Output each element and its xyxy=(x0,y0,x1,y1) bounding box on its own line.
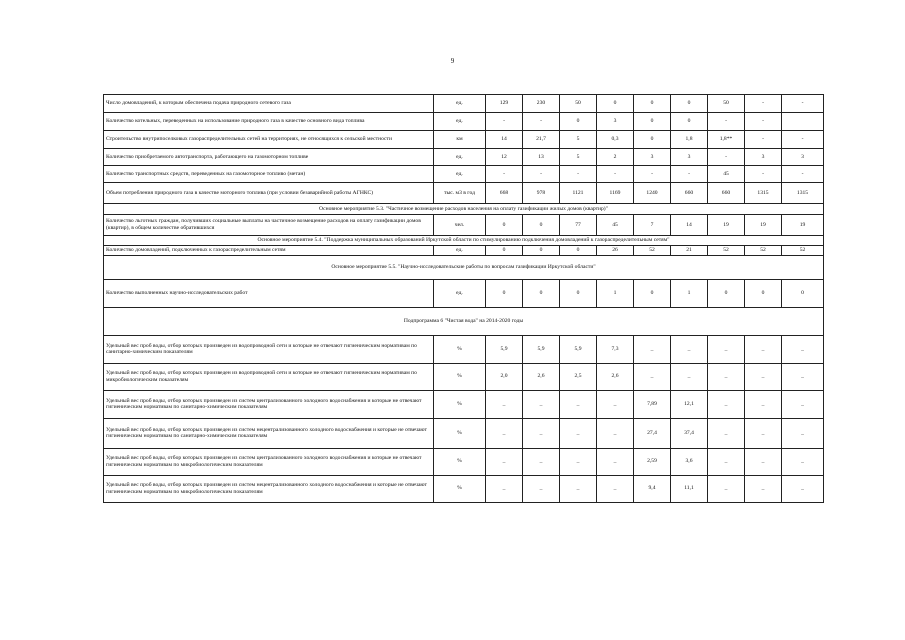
indicators-table-body xyxy=(104,95,824,503)
value-cell: 0 xyxy=(634,131,671,149)
value-cell: 3 xyxy=(671,149,708,166)
value-cell: _ xyxy=(634,363,671,390)
value-cell: 19 xyxy=(745,215,782,236)
value-cell: 0 xyxy=(671,95,708,113)
table-row xyxy=(104,131,824,149)
value-cell: - xyxy=(671,166,708,183)
value-cell: 7,3 xyxy=(597,335,634,363)
value-cell: 0 xyxy=(708,279,745,307)
unit-cell: км xyxy=(434,131,486,149)
value-cell: _ xyxy=(782,448,824,475)
value-cell: 0 xyxy=(597,95,634,113)
value-cell: _ xyxy=(782,390,824,418)
table-row xyxy=(104,448,824,475)
value-cell: _ xyxy=(634,335,671,363)
value-cell: 3 xyxy=(782,149,824,166)
unit-cell: % xyxy=(434,335,486,363)
value-cell: _ xyxy=(486,448,523,475)
value-cell: 0 xyxy=(782,279,824,307)
indicator-description: Количество домовладений, подключенных к газораспределительным сетям xyxy=(104,245,434,255)
value-cell: 5 xyxy=(560,149,597,166)
value-cell: _ xyxy=(782,363,824,390)
section-header-row xyxy=(104,204,824,215)
value-cell: _ xyxy=(597,448,634,475)
value-cell: 0 xyxy=(523,279,560,307)
value-cell: 978 xyxy=(523,183,560,204)
value-cell: _ xyxy=(523,418,560,448)
page-number: 9 xyxy=(450,57,455,65)
value-cell: 52 xyxy=(782,245,824,255)
section-header-row xyxy=(104,307,824,335)
indicator-description: Количество выполненных научно-исследовательских работ xyxy=(104,279,434,307)
indicator-description: Строительство внутрипоселковых газораспределительных сетей на территориях, не относящихся к сельской местности xyxy=(104,131,434,149)
value-cell: 14 xyxy=(486,131,523,149)
value-cell: _ xyxy=(708,418,745,448)
value-cell: - xyxy=(745,131,782,149)
value-cell: 52 xyxy=(634,245,671,255)
value-cell: - xyxy=(745,113,782,131)
value-cell: - xyxy=(523,113,560,131)
value-cell: _ xyxy=(708,475,745,502)
value-cell: 1315 xyxy=(782,183,824,204)
value-cell: _ xyxy=(523,475,560,502)
unit-cell: % xyxy=(434,448,486,475)
table-row xyxy=(104,149,824,166)
value-cell: 2,6 xyxy=(523,363,560,390)
value-cell: - xyxy=(708,113,745,131)
indicator-description: Количество котельных, переведенных на использование природного газа в качестве основного вида топлива xyxy=(104,113,434,131)
indicator-description: Удельный вес проб воды, отбор которых произведен из систем нецентрализованного холодного водоснабжения и которые не отвечают гигиеническим нормативам по санитарно-химическим показателям xyxy=(104,418,434,448)
table-row xyxy=(104,418,824,448)
value-cell: _ xyxy=(708,448,745,475)
unit-cell: ед. xyxy=(434,113,486,131)
value-cell: _ xyxy=(745,448,782,475)
value-cell: 12,1 xyxy=(671,390,708,418)
value-cell: 19 xyxy=(708,215,745,236)
value-cell: 0 xyxy=(560,113,597,131)
value-cell xyxy=(782,113,824,131)
value-cell: _ xyxy=(671,363,708,390)
indicator-description: Количество транспортных средств, переведенных на газомоторное топливо (метан) xyxy=(104,166,434,183)
value-cell: _ xyxy=(782,475,824,502)
value-cell: 11,1 xyxy=(671,475,708,502)
value-cell: 50 xyxy=(560,95,597,113)
value-cell: _ xyxy=(560,418,597,448)
value-cell: _ xyxy=(745,390,782,418)
value-cell: - xyxy=(486,166,523,183)
value-cell: _ xyxy=(782,335,824,363)
value-cell: 14 xyxy=(671,215,708,236)
value-cell: _ xyxy=(486,390,523,418)
value-cell: 0 xyxy=(523,245,560,255)
value-cell: 0,3 xyxy=(597,131,634,149)
value-cell: _ xyxy=(597,390,634,418)
indicator-description: Объем потребления природного газа в качестве моторного топлива (при условии безаварийной работы АГНКС) xyxy=(104,183,434,204)
section-title: Основное мероприятие 5.3. "Частичное возмещение расходов населения на оплату газификации жилых домов (квартир)" xyxy=(104,204,824,215)
value-cell: 3 xyxy=(745,149,782,166)
value-cell: _ xyxy=(745,335,782,363)
section-title: Основное мероприятие 5.5. "Научно-исследовательские работы по вопросам газификации Иркутской области" xyxy=(104,255,824,279)
value-cell: 0 xyxy=(486,215,523,236)
value-cell: 52 xyxy=(745,245,782,255)
indicator-description: Удельный вес проб воды, отбор которых произведен из систем централизованного холодного водоснабжения и которые не отвечают гигиеническим нормативам по санитарно-химическим показателям xyxy=(104,390,434,418)
value-cell: - xyxy=(745,95,782,113)
table-row xyxy=(104,390,824,418)
table-row xyxy=(104,183,824,204)
value-cell: 0 xyxy=(634,113,671,131)
value-cell: _ xyxy=(523,390,560,418)
value-cell: 3 xyxy=(597,113,634,131)
table-row xyxy=(104,215,824,236)
value-cell: - xyxy=(708,149,745,166)
value-cell: 52 xyxy=(708,245,745,255)
unit-cell: ед. xyxy=(434,279,486,307)
value-cell: _ xyxy=(708,363,745,390)
unit-cell: ед. xyxy=(434,95,486,113)
value-cell: 660 xyxy=(671,183,708,204)
value-cell: 1169 xyxy=(597,183,634,204)
value-cell: _ xyxy=(560,475,597,502)
section-header-row xyxy=(104,255,824,279)
table-row xyxy=(104,245,824,255)
unit-cell: чел. xyxy=(434,215,486,236)
table-row xyxy=(104,335,824,363)
value-cell: _ xyxy=(523,448,560,475)
indicator-description: Удельный вес проб воды, отбор которых произведен из водопроводной сети и которые не отвечают гигиеническим нормативам по микробиологическим показателям xyxy=(104,363,434,390)
value-cell: 129 xyxy=(486,95,523,113)
value-cell: 7,89 xyxy=(634,390,671,418)
value-cell: 1240 xyxy=(634,183,671,204)
value-cell: 12 xyxy=(486,149,523,166)
indicator-description: Количество приобретаемого автотранспорта, работающего на газомоторном топливе xyxy=(104,149,434,166)
value-cell: 0 xyxy=(560,279,597,307)
value-cell: 3,6 xyxy=(671,448,708,475)
value-cell: _ xyxy=(560,390,597,418)
value-cell: _ xyxy=(597,475,634,502)
unit-cell: % xyxy=(434,418,486,448)
section-title: Основное мероприятие 5.4. "Поддержка муниципальных образований Иркутской области по стимулированию подключения домовладений к газораспределительным сетям" xyxy=(104,236,824,246)
value-cell: 45 xyxy=(597,215,634,236)
value-cell: - xyxy=(782,95,824,113)
indicators-table xyxy=(103,94,824,503)
value-cell: 668 xyxy=(486,183,523,204)
value-cell: 0 xyxy=(486,279,523,307)
value-cell: 2,6 xyxy=(597,363,634,390)
indicator-description: Количество льготных граждан, получивших социальные выплаты на частичное возмещение расходов на оплату газификации домов (квартир), в общем количестве обратившихся xyxy=(104,215,434,236)
section-title: Подпрограмма 6 "Чистая вода" на 2014-2020 годы xyxy=(104,307,824,335)
value-cell: _ xyxy=(486,418,523,448)
value-cell: _ xyxy=(745,418,782,448)
section-header-row xyxy=(104,236,824,246)
value-cell: 230 xyxy=(523,95,560,113)
value-cell: 27,4 xyxy=(634,418,671,448)
value-cell: 21,7 xyxy=(523,131,560,149)
value-cell: 1 xyxy=(597,279,634,307)
unit-cell: % xyxy=(434,390,486,418)
value-cell: _ xyxy=(486,475,523,502)
value-cell: 2,0 xyxy=(486,363,523,390)
value-cell: 3 xyxy=(634,149,671,166)
table-row xyxy=(104,166,824,183)
value-cell: 1,8 xyxy=(671,131,708,149)
value-cell: 660 xyxy=(708,183,745,204)
value-cell: 45 xyxy=(708,166,745,183)
value-cell: 1315 xyxy=(745,183,782,204)
value-cell: 5,9 xyxy=(560,335,597,363)
value-cell: 26 xyxy=(597,245,634,255)
value-cell: 0 xyxy=(523,215,560,236)
table-row xyxy=(104,95,824,113)
value-cell: _ xyxy=(671,335,708,363)
value-cell: - xyxy=(782,166,824,183)
indicator-description: Удельный вес проб воды, отбор которых произведен из систем нецентрализованного холодного водоснабжения и которые не отвечают гигиеническим нормативам по микробиологическим показателям xyxy=(104,475,434,502)
indicator-description: Удельный вес проб воды, отбор которых произведен из систем централизованного холодного водоснабжения и которые не отвечают гигиеническим нормативам по микробиологическим показателям xyxy=(104,448,434,475)
value-cell: 1,8** xyxy=(708,131,745,149)
value-cell: 2,5 xyxy=(560,363,597,390)
value-cell: 77 xyxy=(560,215,597,236)
value-cell: 0 xyxy=(560,245,597,255)
table-row xyxy=(104,113,824,131)
value-cell: 2,59 xyxy=(634,448,671,475)
unit-cell: % xyxy=(434,475,486,502)
value-cell: - xyxy=(523,166,560,183)
value-cell: 2 xyxy=(597,149,634,166)
value-cell: - xyxy=(486,113,523,131)
value-cell: 0 xyxy=(634,279,671,307)
value-cell: 0 xyxy=(671,113,708,131)
table-row xyxy=(104,475,824,502)
value-cell: 9,4 xyxy=(634,475,671,502)
value-cell: 5 xyxy=(560,131,597,149)
value-cell: 21 xyxy=(671,245,708,255)
value-cell: _ xyxy=(782,418,824,448)
value-cell: _ xyxy=(560,448,597,475)
value-cell: 1121 xyxy=(560,183,597,204)
value-cell: 19 xyxy=(782,215,824,236)
unit-cell: ед. xyxy=(434,149,486,166)
indicator-description: Число домовладений, к которым обеспечена подача природного сетевого газа xyxy=(104,95,434,113)
value-cell: 0 xyxy=(634,95,671,113)
value-cell: _ xyxy=(708,335,745,363)
value-cell: _ xyxy=(745,475,782,502)
value-cell: 1 xyxy=(671,279,708,307)
value-cell: 13 xyxy=(523,149,560,166)
value-cell: 0 xyxy=(745,279,782,307)
unit-cell: % xyxy=(434,363,486,390)
indicator-description: Удельный вес проб воды, отбор которых произведен из водопроводной сети и которые не отвечают гигиеническим нормативам по санитарно-химическим показателям xyxy=(104,335,434,363)
value-cell: _ xyxy=(708,390,745,418)
value-cell: 0 xyxy=(486,245,523,255)
value-cell: - xyxy=(745,166,782,183)
value-cell: _ xyxy=(597,418,634,448)
value-cell: 5,9 xyxy=(486,335,523,363)
unit-cell: тыс. м3 в год xyxy=(434,183,486,204)
value-cell: 5,9 xyxy=(523,335,560,363)
unit-cell: ед. xyxy=(434,166,486,183)
table-row xyxy=(104,279,824,307)
unit-cell: ед. xyxy=(434,245,486,255)
value-cell: 37,4 xyxy=(671,418,708,448)
value-cell: - xyxy=(634,166,671,183)
table-row xyxy=(104,363,824,390)
value-cell: 50 xyxy=(708,95,745,113)
value-cell: _ xyxy=(745,363,782,390)
value-cell: 7 xyxy=(634,215,671,236)
value-cell: - xyxy=(782,131,824,149)
value-cell: - xyxy=(597,166,634,183)
value-cell: - xyxy=(560,166,597,183)
